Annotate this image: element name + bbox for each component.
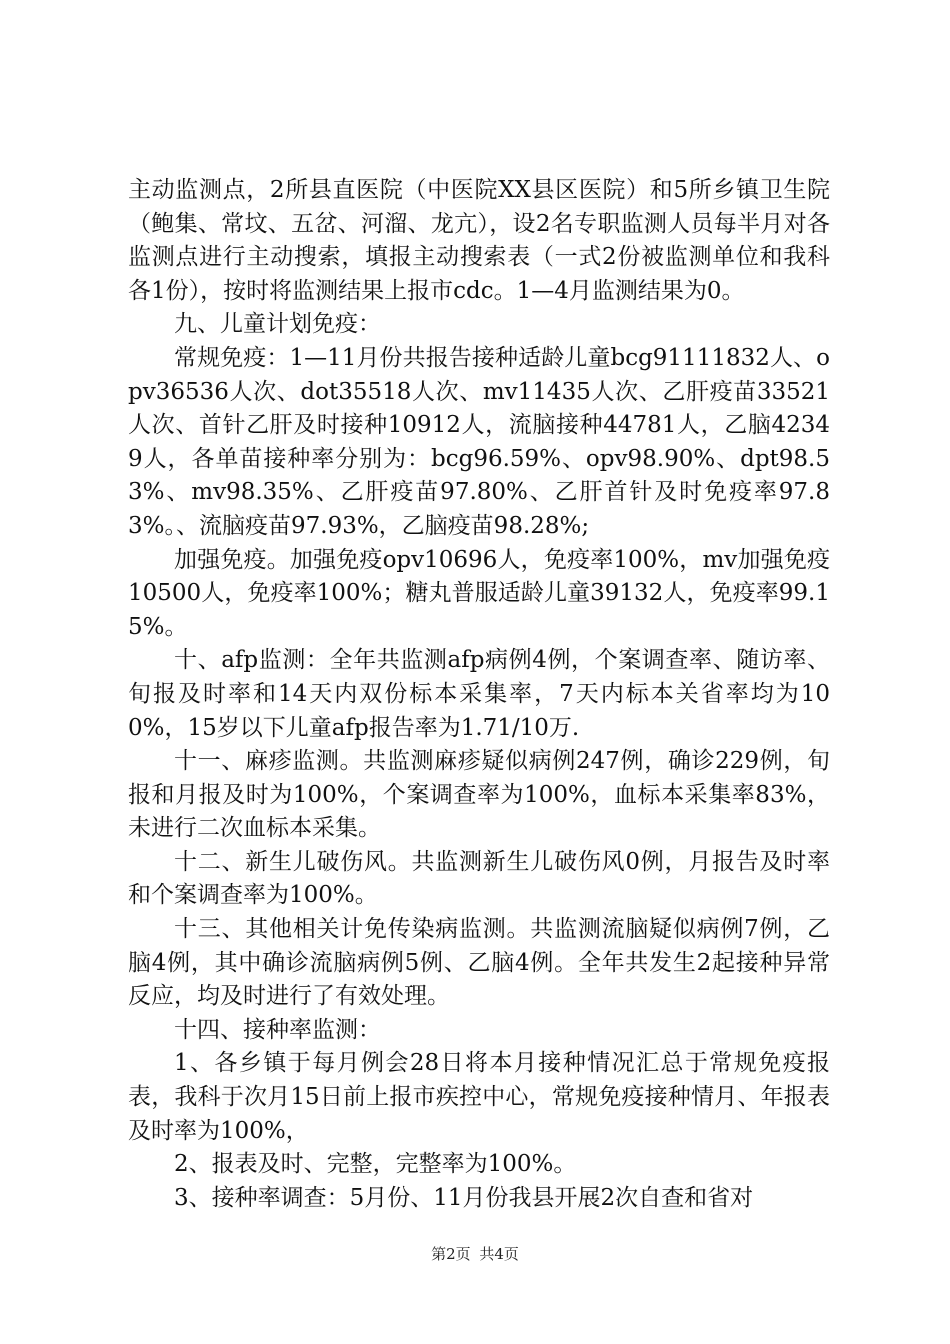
paragraph-report-completeness: 2、报表及时、完整，完整率为100%。: [174, 1151, 577, 1178]
paragraph-rate-survey: 3、接种率调查：5月份、11月份我县开展2次自查和省对: [174, 1184, 754, 1211]
heading-child-immunization: 九、儿童计划免疫：: [174, 311, 381, 338]
page-number: 第2页: [431, 1245, 471, 1263]
paragraph-surveillance-points: 主动监测点，2所县直医院（中医院XX县区医院）和5所乡镇卫生院（鲍集、常坟、五岔、河溜、龙亢），设2名专职监测人员每半月对各监测点进行主动搜索，填报主动搜索表（一式2份被监测单位和我科各1份），按时将监测结果上报市cdc。1—4月监测结果为0。: [128, 177, 830, 304]
paragraph-monthly-report: 1、各乡镇于每月例会28日将本月接种情况汇总于常规免疫报表，我科于次月15日前上报市疾控中心，常规免疫接种情月、年报表及时率为100%，: [128, 1050, 830, 1144]
paragraph-measles-surveillance: 十一、麻疹监测。共监测麻疹疑似病例247例，确诊229例，旬报和月报及时为100%，个案调查率为100%，血标本采集率83%，未进行二次血标本采集。: [128, 748, 830, 842]
paragraph-routine-immunization: 常规免疫：1—11月份共报告接种适龄儿童bcg91111832人、opv36536人次、dot35518人次、mv11435人次、乙肝疫苗33521人次、首针乙肝及时接种10912人，流脑接种44781人，乙脑42349人，各单苗接种率分别为：bcg96.59%、opv98.90%、dpt98.53%、mv98.35%、乙肝疫苗97.80%、乙肝首针及时免疫率97.83%。、流脑疫苗97.93%，乙脑疫苗98.28%;: [128, 344, 830, 539]
paragraph-neonatal-tetanus: 十二、新生儿破伤风。共监测新生儿破伤风0例，月报告及时率和个案调查率为100%。: [128, 848, 830, 909]
document-body: [128, 174, 830, 1215]
paragraph-enhanced-immunization: 加强免疫。加强免疫opv10696人，免疫率100%，mv加强免疫10500人，免疫率100%；糖丸普服适龄儿童39132人，免疫率99.15%。: [128, 546, 830, 640]
paragraph-other-diseases: 十三、其他相关计免传染病监测。共监测流脑疑似病例7例，乙脑4例，其中确诊流脑病例5例、乙脑4例。全年共发生2起接种异常反应，均及时进行了有效处理。: [128, 916, 830, 1010]
page-total: 共4页: [479, 1245, 519, 1263]
paragraph-afp-surveillance: 十、afp监测：全年共监测afp病例4例，个案调查率、随访率、旬报及时率和14天内双份标本采集率，7天内标本关省率均为100%，15岁以下儿童afp报告率为1.71/10万.: [128, 647, 830, 741]
heading-vaccination-rate: 十四、接种率监测：: [174, 1016, 381, 1043]
page-footer: [0, 1244, 950, 1264]
